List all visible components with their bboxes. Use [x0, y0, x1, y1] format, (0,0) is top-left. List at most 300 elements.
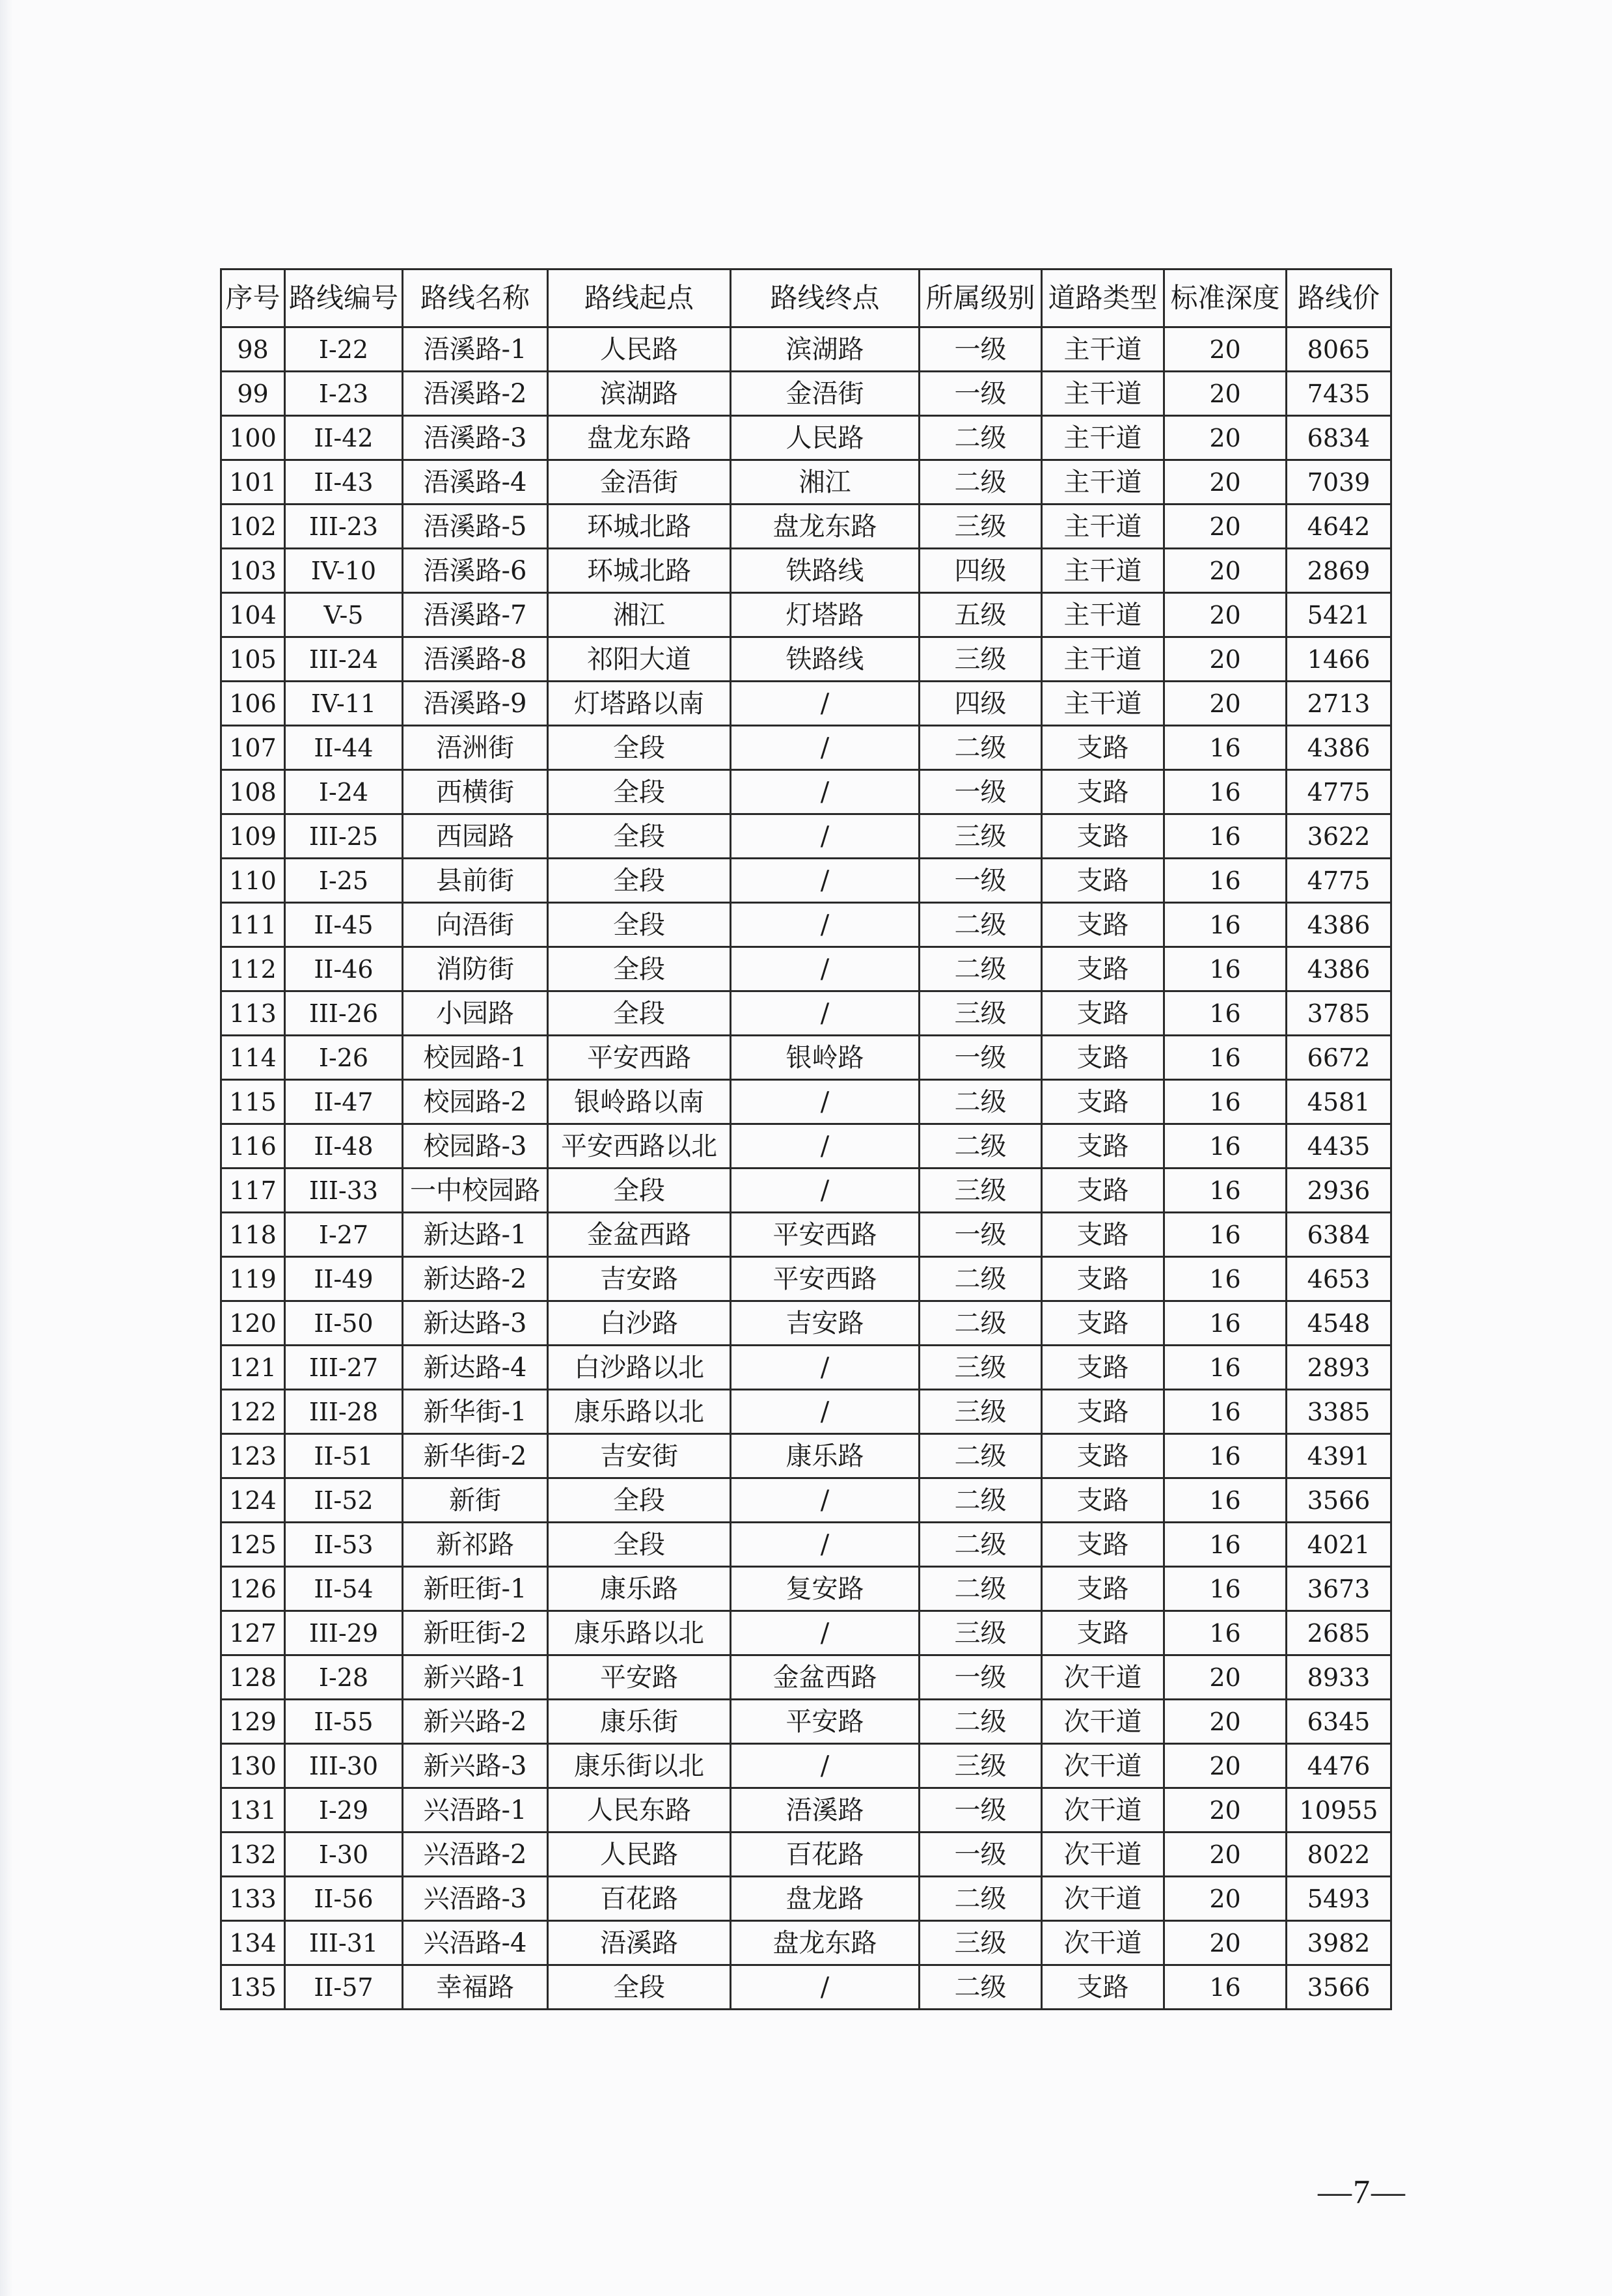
- table-row: [221, 859, 1391, 903]
- cell-end-point: /: [731, 1744, 920, 1788]
- cell-standard-depth: 20: [1164, 1877, 1287, 1921]
- cell-standard-depth: 20: [1164, 505, 1287, 549]
- cell-end-point: /: [731, 991, 920, 1036]
- cell-road-type: 支路: [1042, 991, 1164, 1036]
- cell-road-type: 支路: [1042, 1036, 1164, 1080]
- cell-standard-depth: 20: [1164, 372, 1287, 416]
- cell-end-point: /: [731, 814, 920, 859]
- cell-end-point: /: [731, 1478, 920, 1523]
- cell-route-price: 10955: [1287, 1788, 1391, 1833]
- cell-route-name: 向浯街: [403, 903, 548, 947]
- cell-grade: 一级: [920, 1655, 1042, 1700]
- cell-route-name: 兴浯路-4: [403, 1921, 548, 1965]
- cell-route-price: 5421: [1287, 593, 1391, 637]
- header-seq: 序号: [221, 270, 285, 327]
- cell-end-point: 复安路: [731, 1567, 920, 1611]
- cell-grade: 四级: [920, 549, 1042, 593]
- cell-standard-depth: 20: [1164, 327, 1287, 372]
- cell-route-name: 浯溪路-7: [403, 593, 548, 637]
- cell-standard-depth: 20: [1164, 1921, 1287, 1965]
- table-row: [221, 505, 1391, 549]
- cell-road-type: 支路: [1042, 1965, 1164, 2010]
- cell-route-name: 新达路-3: [403, 1301, 548, 1346]
- cell-route-name: 浯洲街: [403, 726, 548, 770]
- cell-start-point: 浯溪路: [548, 1921, 731, 1965]
- table-header-row: [221, 270, 1391, 327]
- cell-start-point: 康乐街: [548, 1700, 731, 1744]
- cell-start-point: 盘龙东路: [548, 416, 731, 460]
- cell-start-point: 康乐路: [548, 1567, 731, 1611]
- header-end-point: 路线终点: [731, 270, 920, 327]
- table-row: [221, 991, 1391, 1036]
- cell-end-point: 浯溪路: [731, 1788, 920, 1833]
- cell-route-name: 浯溪路-5: [403, 505, 548, 549]
- cell-route-name: 幸福路: [403, 1965, 548, 2010]
- header-grade: 所属级别: [920, 270, 1042, 327]
- cell-route-code: II-49: [285, 1257, 403, 1301]
- cell-route-price: 4386: [1287, 903, 1391, 947]
- cell-start-point: 环城北路: [548, 505, 731, 549]
- cell-grade: 一级: [920, 859, 1042, 903]
- cell-end-point: /: [731, 1124, 920, 1169]
- cell-end-point: /: [731, 1965, 920, 2010]
- cell-start-point: 全段: [548, 991, 731, 1036]
- cell-standard-depth: 20: [1164, 1744, 1287, 1788]
- table-row: [221, 770, 1391, 814]
- cell-route-name: 小园路: [403, 991, 548, 1036]
- cell-route-code: III-26: [285, 991, 403, 1036]
- cell-road-type: 主干道: [1042, 637, 1164, 682]
- cell-standard-depth: 16: [1164, 814, 1287, 859]
- cell-start-point: 康乐路以北: [548, 1390, 731, 1434]
- cell-standard-depth: 16: [1164, 1965, 1287, 2010]
- cell-route-name: 西园路: [403, 814, 548, 859]
- cell-start-point: 全段: [548, 814, 731, 859]
- cell-start-point: 全段: [548, 903, 731, 947]
- cell-start-point: 康乐路以北: [548, 1611, 731, 1655]
- cell-start-point: 全段: [548, 726, 731, 770]
- cell-end-point: 平安西路: [731, 1257, 920, 1301]
- cell-grade: 三级: [920, 1390, 1042, 1434]
- table-row: [221, 1346, 1391, 1390]
- cell-route-code: IV-10: [285, 549, 403, 593]
- table-row: [221, 1169, 1391, 1213]
- table-row: [221, 416, 1391, 460]
- cell-grade: 五级: [920, 593, 1042, 637]
- cell-grade: 二级: [920, 1257, 1042, 1301]
- cell-start-point: 全段: [548, 1169, 731, 1213]
- cell-route-name: 校园路-2: [403, 1080, 548, 1124]
- cell-seq: 122: [221, 1390, 285, 1434]
- cell-route-price: 5493: [1287, 1877, 1391, 1921]
- cell-route-price: 2893: [1287, 1346, 1391, 1390]
- cell-seq: 112: [221, 947, 285, 991]
- cell-seq: 125: [221, 1523, 285, 1567]
- cell-end-point: 康乐路: [731, 1434, 920, 1478]
- table-row: [221, 682, 1391, 726]
- cell-seq: 104: [221, 593, 285, 637]
- cell-road-type: 次干道: [1042, 1788, 1164, 1833]
- cell-road-type: 次干道: [1042, 1744, 1164, 1788]
- cell-route-price: 4476: [1287, 1744, 1391, 1788]
- table-row: [221, 726, 1391, 770]
- cell-grade: 二级: [920, 1124, 1042, 1169]
- cell-route-price: 3566: [1287, 1965, 1391, 2010]
- cell-standard-depth: 20: [1164, 1700, 1287, 1744]
- cell-route-price: 8065: [1287, 327, 1391, 372]
- cell-road-type: 支路: [1042, 947, 1164, 991]
- cell-end-point: 滨湖路: [731, 327, 920, 372]
- cell-grade: 三级: [920, 814, 1042, 859]
- cell-grade: 一级: [920, 1833, 1042, 1877]
- cell-road-type: 支路: [1042, 814, 1164, 859]
- cell-road-type: 支路: [1042, 1213, 1164, 1257]
- cell-route-code: II-47: [285, 1080, 403, 1124]
- cell-grade: 二级: [920, 1965, 1042, 2010]
- cell-end-point: 金盆西路: [731, 1655, 920, 1700]
- cell-start-point: 金盆西路: [548, 1213, 731, 1257]
- cell-end-point: /: [731, 1390, 920, 1434]
- cell-route-price: 4386: [1287, 947, 1391, 991]
- cell-seq: 127: [221, 1611, 285, 1655]
- table-row: [221, 1921, 1391, 1965]
- table-row: [221, 903, 1391, 947]
- cell-route-code: II-54: [285, 1567, 403, 1611]
- cell-grade: 一级: [920, 1036, 1042, 1080]
- cell-route-code: III-27: [285, 1346, 403, 1390]
- cell-route-name: 消防街: [403, 947, 548, 991]
- cell-standard-depth: 16: [1164, 1257, 1287, 1301]
- table-body: [221, 327, 1391, 2010]
- cell-road-type: 主干道: [1042, 549, 1164, 593]
- cell-end-point: /: [731, 1611, 920, 1655]
- cell-route-name: 西横街: [403, 770, 548, 814]
- table-row: [221, 1213, 1391, 1257]
- cell-seq: 129: [221, 1700, 285, 1744]
- cell-start-point: 祁阳大道: [548, 637, 731, 682]
- cell-standard-depth: 16: [1164, 1036, 1287, 1080]
- cell-end-point: 平安路: [731, 1700, 920, 1744]
- cell-start-point: 金浯街: [548, 460, 731, 505]
- cell-seq: 106: [221, 682, 285, 726]
- cell-route-name: 浯溪路-8: [403, 637, 548, 682]
- cell-standard-depth: 16: [1164, 1478, 1287, 1523]
- cell-route-price: 4775: [1287, 859, 1391, 903]
- cell-route-code: I-23: [285, 372, 403, 416]
- cell-start-point: 全段: [548, 859, 731, 903]
- cell-standard-depth: 16: [1164, 991, 1287, 1036]
- cell-route-price: 4386: [1287, 726, 1391, 770]
- cell-end-point: 铁路线: [731, 549, 920, 593]
- page-number: —7—: [1318, 2174, 1406, 2211]
- cell-start-point: 白沙路以北: [548, 1346, 731, 1390]
- cell-end-point: /: [731, 682, 920, 726]
- cell-route-price: 7435: [1287, 372, 1391, 416]
- cell-road-type: 主干道: [1042, 460, 1164, 505]
- cell-route-price: 6834: [1287, 416, 1391, 460]
- header-road-type: 道路类型: [1042, 270, 1164, 327]
- cell-road-type: 支路: [1042, 1434, 1164, 1478]
- cell-route-code: III-25: [285, 814, 403, 859]
- cell-seq: 117: [221, 1169, 285, 1213]
- cell-road-type: 支路: [1042, 1080, 1164, 1124]
- header-standard-depth: 标准深度: [1164, 270, 1287, 327]
- cell-grade: 二级: [920, 1434, 1042, 1478]
- cell-standard-depth: 20: [1164, 460, 1287, 505]
- cell-seq: 101: [221, 460, 285, 505]
- cell-road-type: 次干道: [1042, 1655, 1164, 1700]
- cell-standard-depth: 16: [1164, 903, 1287, 947]
- cell-road-type: 次干道: [1042, 1833, 1164, 1877]
- cell-route-code: II-45: [285, 903, 403, 947]
- cell-route-code: II-57: [285, 1965, 403, 2010]
- cell-end-point: /: [731, 770, 920, 814]
- cell-start-point: 白沙路: [548, 1301, 731, 1346]
- cell-road-type: 主干道: [1042, 327, 1164, 372]
- cell-road-type: 主干道: [1042, 372, 1164, 416]
- cell-seq: 99: [221, 372, 285, 416]
- cell-route-name: 浯溪路-3: [403, 416, 548, 460]
- cell-standard-depth: 20: [1164, 1833, 1287, 1877]
- cell-road-type: 支路: [1042, 1257, 1164, 1301]
- cell-seq: 128: [221, 1655, 285, 1700]
- cell-grade: 三级: [920, 637, 1042, 682]
- cell-route-price: 3622: [1287, 814, 1391, 859]
- cell-route-code: III-28: [285, 1390, 403, 1434]
- cell-route-code: II-55: [285, 1700, 403, 1744]
- cell-grade: 一级: [920, 1213, 1042, 1257]
- cell-route-code: II-52: [285, 1478, 403, 1523]
- cell-route-price: 3566: [1287, 1478, 1391, 1523]
- table-row: [221, 1744, 1391, 1788]
- cell-standard-depth: 20: [1164, 1655, 1287, 1700]
- cell-seq: 102: [221, 505, 285, 549]
- cell-seq: 103: [221, 549, 285, 593]
- cell-end-point: /: [731, 859, 920, 903]
- cell-route-code: II-56: [285, 1877, 403, 1921]
- table-row: [221, 1700, 1391, 1744]
- cell-road-type: 支路: [1042, 1301, 1164, 1346]
- cell-start-point: 百花路: [548, 1877, 731, 1921]
- cell-route-price: 4021: [1287, 1523, 1391, 1567]
- cell-road-type: 次干道: [1042, 1700, 1164, 1744]
- page-edge-shadow: [0, 0, 13, 2296]
- cell-end-point: /: [731, 726, 920, 770]
- cell-grade: 一级: [920, 327, 1042, 372]
- cell-grade: 三级: [920, 505, 1042, 549]
- cell-route-name: 新达路-4: [403, 1346, 548, 1390]
- table-row: [221, 1390, 1391, 1434]
- cell-standard-depth: 16: [1164, 947, 1287, 991]
- cell-route-price: 2869: [1287, 549, 1391, 593]
- cell-route-name: 浯溪路-1: [403, 327, 548, 372]
- cell-route-code: I-22: [285, 327, 403, 372]
- cell-grade: 三级: [920, 1744, 1042, 1788]
- cell-route-price: 4775: [1287, 770, 1391, 814]
- cell-route-code: I-24: [285, 770, 403, 814]
- cell-start-point: 人民东路: [548, 1788, 731, 1833]
- table-row: [221, 1036, 1391, 1080]
- cell-seq: 131: [221, 1788, 285, 1833]
- cell-grade: 一级: [920, 1788, 1042, 1833]
- table-row: [221, 1965, 1391, 2010]
- cell-standard-depth: 16: [1164, 770, 1287, 814]
- table-row: [221, 814, 1391, 859]
- cell-seq: 113: [221, 991, 285, 1036]
- cell-seq: 115: [221, 1080, 285, 1124]
- cell-seq: 132: [221, 1833, 285, 1877]
- cell-grade: 二级: [920, 726, 1042, 770]
- cell-route-code: V-5: [285, 593, 403, 637]
- cell-seq: 130: [221, 1744, 285, 1788]
- cell-grade: 三级: [920, 1169, 1042, 1213]
- cell-seq: 111: [221, 903, 285, 947]
- table-row: [221, 1567, 1391, 1611]
- cell-road-type: 主干道: [1042, 593, 1164, 637]
- cell-end-point: 盘龙东路: [731, 1921, 920, 1965]
- cell-end-point: 灯塔路: [731, 593, 920, 637]
- cell-seq: 98: [221, 327, 285, 372]
- cell-seq: 119: [221, 1257, 285, 1301]
- cell-route-price: 4653: [1287, 1257, 1391, 1301]
- cell-start-point: 人民路: [548, 1833, 731, 1877]
- cell-seq: 105: [221, 637, 285, 682]
- cell-grade: 二级: [920, 460, 1042, 505]
- cell-end-point: 银岭路: [731, 1036, 920, 1080]
- table-row: [221, 460, 1391, 505]
- cell-road-type: 支路: [1042, 1611, 1164, 1655]
- cell-seq: 124: [221, 1478, 285, 1523]
- cell-standard-depth: 16: [1164, 726, 1287, 770]
- cell-grade: 二级: [920, 1567, 1042, 1611]
- cell-route-code: II-43: [285, 460, 403, 505]
- cell-route-code: II-50: [285, 1301, 403, 1346]
- table-row: [221, 1478, 1391, 1523]
- cell-seq: 110: [221, 859, 285, 903]
- cell-grade: 二级: [920, 947, 1042, 991]
- cell-route-name: 新达路-1: [403, 1213, 548, 1257]
- cell-end-point: /: [731, 903, 920, 947]
- cell-route-name: 一中校园路: [403, 1169, 548, 1213]
- cell-end-point: /: [731, 1523, 920, 1567]
- cell-route-price: 3385: [1287, 1390, 1391, 1434]
- cell-grade: 二级: [920, 1523, 1042, 1567]
- cell-standard-depth: 20: [1164, 1788, 1287, 1833]
- cell-seq: 120: [221, 1301, 285, 1346]
- table-row: [221, 593, 1391, 637]
- cell-route-name: 新街: [403, 1478, 548, 1523]
- cell-route-code: I-28: [285, 1655, 403, 1700]
- cell-route-name: 新祁路: [403, 1523, 548, 1567]
- cell-end-point: 人民路: [731, 416, 920, 460]
- cell-end-point: 金浯街: [731, 372, 920, 416]
- cell-route-price: 7039: [1287, 460, 1391, 505]
- road-price-table: [220, 268, 1392, 2010]
- cell-seq: 118: [221, 1213, 285, 1257]
- cell-standard-depth: 16: [1164, 1567, 1287, 1611]
- table-row: [221, 1257, 1391, 1301]
- cell-standard-depth: 16: [1164, 859, 1287, 903]
- cell-route-name: 新华街-2: [403, 1434, 548, 1478]
- cell-end-point: /: [731, 947, 920, 991]
- cell-route-code: III-23: [285, 505, 403, 549]
- cell-grade: 三级: [920, 1346, 1042, 1390]
- cell-route-price: 4391: [1287, 1434, 1391, 1478]
- cell-start-point: 湘江: [548, 593, 731, 637]
- header-route-name: 路线名称: [403, 270, 548, 327]
- cell-standard-depth: 16: [1164, 1213, 1287, 1257]
- cell-route-code: I-29: [285, 1788, 403, 1833]
- cell-route-name: 校园路-1: [403, 1036, 548, 1080]
- cell-start-point: 人民路: [548, 327, 731, 372]
- table-row: [221, 327, 1391, 372]
- cell-grade: 二级: [920, 416, 1042, 460]
- cell-end-point: /: [731, 1080, 920, 1124]
- cell-route-price: 3673: [1287, 1567, 1391, 1611]
- cell-route-code: IV-11: [285, 682, 403, 726]
- cell-road-type: 支路: [1042, 903, 1164, 947]
- table-row: [221, 1655, 1391, 1700]
- cell-route-code: III-31: [285, 1921, 403, 1965]
- table-row: [221, 1833, 1391, 1877]
- cell-route-name: 兴浯路-2: [403, 1833, 548, 1877]
- table-row: [221, 947, 1391, 991]
- cell-route-code: I-27: [285, 1213, 403, 1257]
- cell-route-code: II-48: [285, 1124, 403, 1169]
- cell-grade: 三级: [920, 1921, 1042, 1965]
- table-row: [221, 372, 1391, 416]
- cell-standard-depth: 20: [1164, 416, 1287, 460]
- cell-route-name: 新华街-1: [403, 1390, 548, 1434]
- cell-route-code: I-30: [285, 1833, 403, 1877]
- cell-route-price: 1466: [1287, 637, 1391, 682]
- cell-grade: 三级: [920, 991, 1042, 1036]
- cell-route-code: III-29: [285, 1611, 403, 1655]
- cell-end-point: 平安西路: [731, 1213, 920, 1257]
- table-row: [221, 1877, 1391, 1921]
- cell-route-name: 浯溪路-9: [403, 682, 548, 726]
- header-route-price: 路线价: [1287, 270, 1391, 327]
- table-row: [221, 549, 1391, 593]
- cell-route-name: 新达路-2: [403, 1257, 548, 1301]
- cell-grade: 二级: [920, 1700, 1042, 1744]
- cell-route-code: III-33: [285, 1169, 403, 1213]
- cell-route-code: II-53: [285, 1523, 403, 1567]
- cell-grade: 二级: [920, 1877, 1042, 1921]
- cell-road-type: 主干道: [1042, 505, 1164, 549]
- cell-route-price: 4642: [1287, 505, 1391, 549]
- cell-route-name: 新旺街-1: [403, 1567, 548, 1611]
- cell-route-code: I-26: [285, 1036, 403, 1080]
- cell-seq: 126: [221, 1567, 285, 1611]
- table-row: [221, 1301, 1391, 1346]
- cell-start-point: 平安路: [548, 1655, 731, 1700]
- cell-grade: 二级: [920, 1301, 1042, 1346]
- cell-seq: 109: [221, 814, 285, 859]
- cell-grade: 二级: [920, 1478, 1042, 1523]
- cell-start-point: 全段: [548, 1523, 731, 1567]
- cell-road-type: 支路: [1042, 1478, 1164, 1523]
- cell-route-price: 6345: [1287, 1700, 1391, 1744]
- cell-standard-depth: 16: [1164, 1124, 1287, 1169]
- cell-grade: 一级: [920, 770, 1042, 814]
- cell-end-point: 百花路: [731, 1833, 920, 1877]
- cell-road-type: 次干道: [1042, 1877, 1164, 1921]
- cell-road-type: 支路: [1042, 1124, 1164, 1169]
- cell-seq: 108: [221, 770, 285, 814]
- cell-road-type: 支路: [1042, 1523, 1164, 1567]
- cell-start-point: 吉安街: [548, 1434, 731, 1478]
